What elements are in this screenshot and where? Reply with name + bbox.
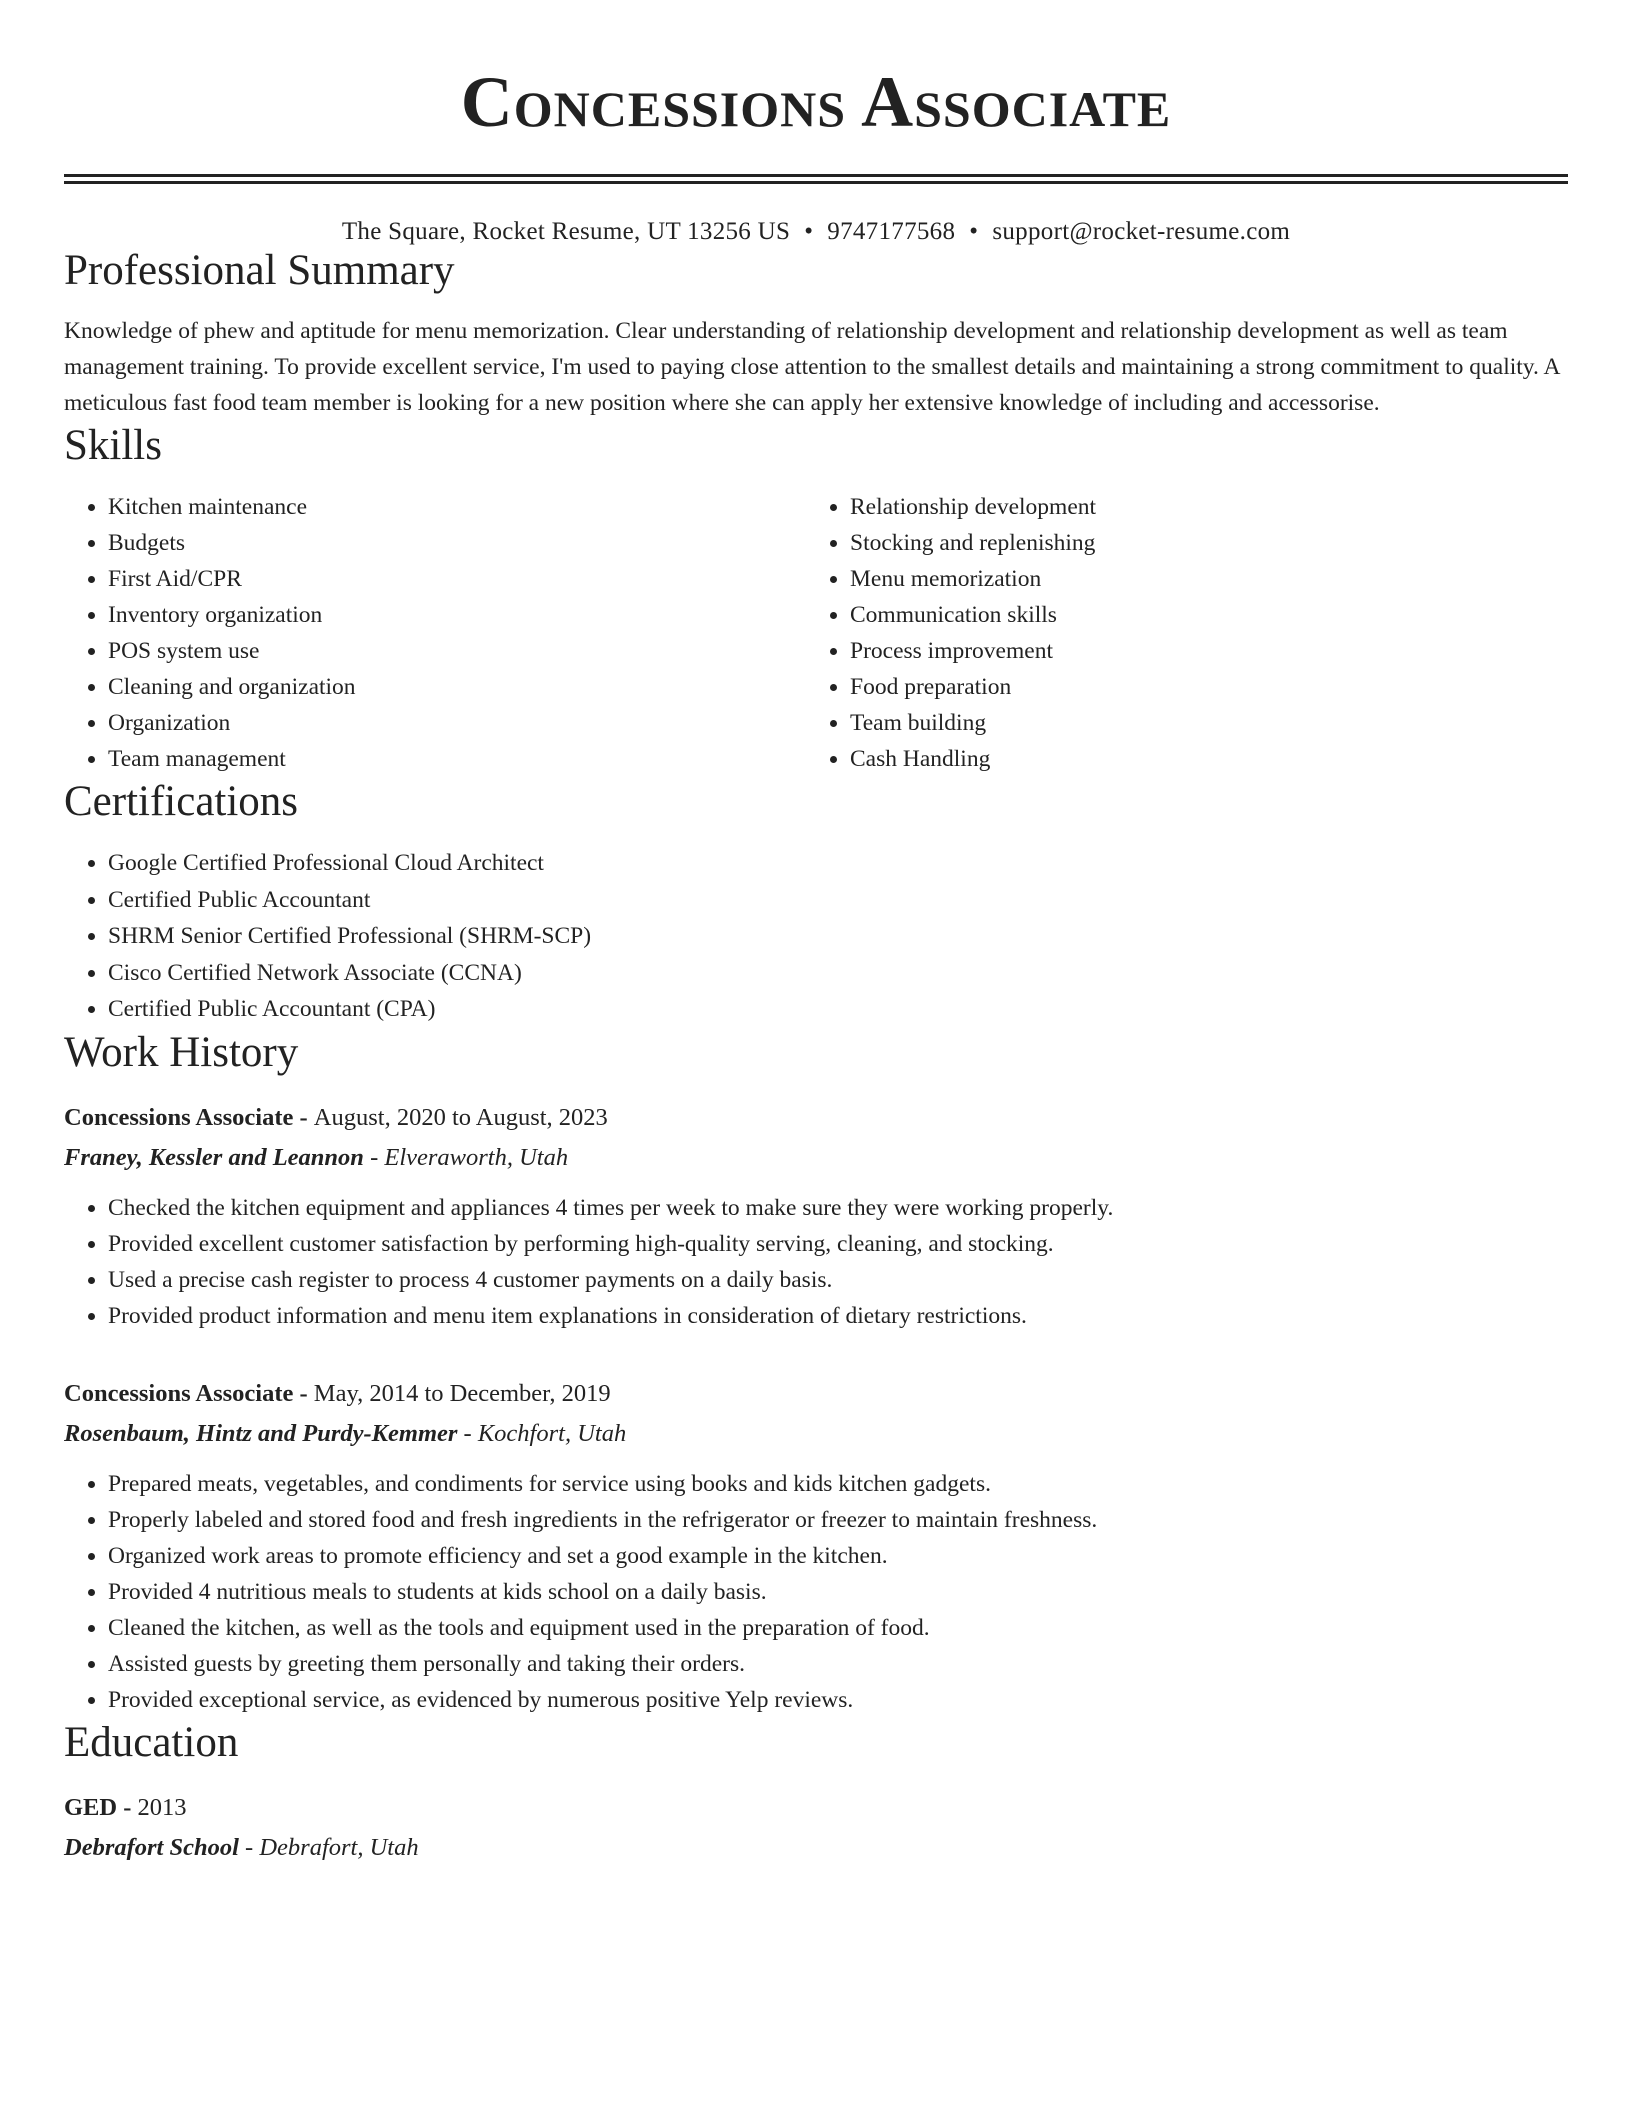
skill-item: • Process improvement (850, 633, 1548, 669)
resume-title: Concessions Associate (460, 62, 1172, 142)
job-bullet: • Provided 4 nutritious meals to students at kids school on a daily basis. (108, 1574, 1568, 1610)
contact-separator: • (969, 218, 979, 245)
skill-item: • Cash Handling (850, 741, 1548, 777)
contact-separator: • (804, 218, 814, 245)
education-location: Debrafort, Utah (259, 1833, 419, 1861)
contact-line (64, 218, 1568, 246)
job-bullet: • Checked the kitchen equipment and appliances 4 times per week to make sure they were working properly. (108, 1190, 1568, 1226)
job-company: Rosenbaum, Hintz and Purdy-Kemmer (64, 1419, 458, 1447)
skill-item: • Organization (108, 705, 806, 741)
job-company: Franey, Kessler and Leannon (64, 1143, 364, 1171)
skills-column-right (806, 489, 1548, 777)
skill-item: • Menu memorization (850, 561, 1548, 597)
education-year: 2013 (137, 1793, 187, 1821)
job-bullet: • Provided exceptional service, as evidenced by numerous positive Yelp reviews. (108, 1682, 1568, 1718)
job-dates: August, 2020 to August, 2023 (313, 1103, 608, 1131)
skill-item: • Cleaning and organization (108, 669, 806, 705)
certifications-list (64, 845, 1568, 1028)
skill-item: • POS system use (108, 633, 806, 669)
skill-item: • Budgets (108, 525, 806, 561)
skills-column-left (64, 489, 806, 777)
job-bullets (64, 1466, 1568, 1718)
skill-item: • Food preparation (850, 669, 1548, 705)
summary-heading: Professional Summary (64, 247, 455, 294)
job-title-line: Concessions Associate - August, 2020 to August, 2023 (64, 1103, 608, 1131)
job-company-line: Rosenbaum, Hintz and Purdy-Kemmer - Kochfort, Utah (64, 1419, 627, 1447)
job-bullets (64, 1190, 1568, 1334)
job-title-line: Concessions Associate - May, 2014 to December, 2019 (64, 1379, 611, 1407)
skill-item: • Relationship development (850, 489, 1548, 525)
skill-item: • Inventory organization (108, 597, 806, 633)
job-bullet: • Provided product information and menu item explanations in consideration of dietary restrictions. (108, 1298, 1568, 1334)
education-heading: Education (64, 1718, 239, 1766)
certification-item: • Cisco Certified Network Associate (CCNA) (108, 955, 1568, 992)
education-degree-line: GED - 2013 (64, 1793, 187, 1821)
job-bullet: • Cleaned the kitchen, as well as the tools and equipment used in the preparation of food. (108, 1610, 1568, 1646)
job-bullet: • Provided excellent customer satisfaction by performing high-quality serving, cleaning, and stocking. (108, 1226, 1568, 1262)
job-location: Elveraworth, Utah (384, 1143, 569, 1171)
skills-heading: Skills (64, 422, 162, 469)
skill-item: • Communication skills (850, 597, 1548, 633)
job-bullet: • Used a precise cash register to process 4 customer payments on a daily basis. (108, 1262, 1568, 1298)
skill-item: • First Aid/CPR (108, 561, 806, 597)
job-dates: May, 2014 to December, 2019 (313, 1379, 611, 1407)
work-history-heading: Work History (64, 1028, 299, 1076)
contact-address: The Square, Rocket Resume, UT 13256 US (341, 218, 791, 245)
job-location: Kochfort, Utah (477, 1419, 627, 1447)
job-bullet: • Prepared meats, vegetables, and condiments for service using books and kids kitchen gadgets. (108, 1466, 1568, 1502)
job-bullet: • Organized work areas to promote efficiency and set a good example in the kitchen. (108, 1538, 1568, 1574)
job-entry (64, 1374, 1568, 1718)
certification-item: • Certified Public Accountant (CPA) (108, 991, 1568, 1028)
job-title: Concessions Associate (64, 1103, 294, 1131)
job-title: Concessions Associate (64, 1379, 294, 1407)
job-bullet: • Assisted guests by greeting them personally and taking their orders. (108, 1646, 1568, 1682)
certification-item: • Google Certified Professional Cloud Architect (108, 845, 1568, 882)
education-school: Debrafort School (64, 1833, 239, 1861)
skill-item: • Team building (850, 705, 1548, 741)
certification-item: • SHRM Senior Certified Professional (SHRM-SCP) (108, 918, 1568, 955)
contact-phone: 9747177568 (827, 218, 956, 245)
skill-item: • Stocking and replenishing (850, 525, 1548, 561)
summary-text: Knowledge of phew and aptitude for menu memorization. Clear understanding of relationship development and relationship development as well as team management training. To provide excellent service, I'm used to paying close attention to the smallest details and maintaining a strong commitment to quality. A meticulous fast food team member is looking for a new position where she can apply her extensive knowledge of including and accessorise. (64, 318, 1560, 416)
job-company-line: Franey, Kessler and Leannon - Elveraworth, Utah (64, 1143, 569, 1171)
education-school-line: Debrafort School - Debrafort, Utah (64, 1833, 419, 1861)
education-entry (64, 1788, 1568, 1868)
education-degree: GED (64, 1793, 118, 1821)
job-entry (64, 1098, 1568, 1334)
skill-item: • Team management (108, 741, 806, 777)
skill-item: • Kitchen maintenance (108, 489, 806, 525)
contact-email: support@rocket-resume.com (992, 218, 1291, 245)
skills-list (64, 489, 1568, 777)
certifications-heading: Certifications (64, 778, 299, 825)
title-divider (64, 174, 1568, 184)
certification-item: • Certified Public Accountant (108, 882, 1568, 919)
job-bullet: • Properly labeled and stored food and fresh ingredients in the refrigerator or freezer to maintain freshness. (108, 1502, 1568, 1538)
